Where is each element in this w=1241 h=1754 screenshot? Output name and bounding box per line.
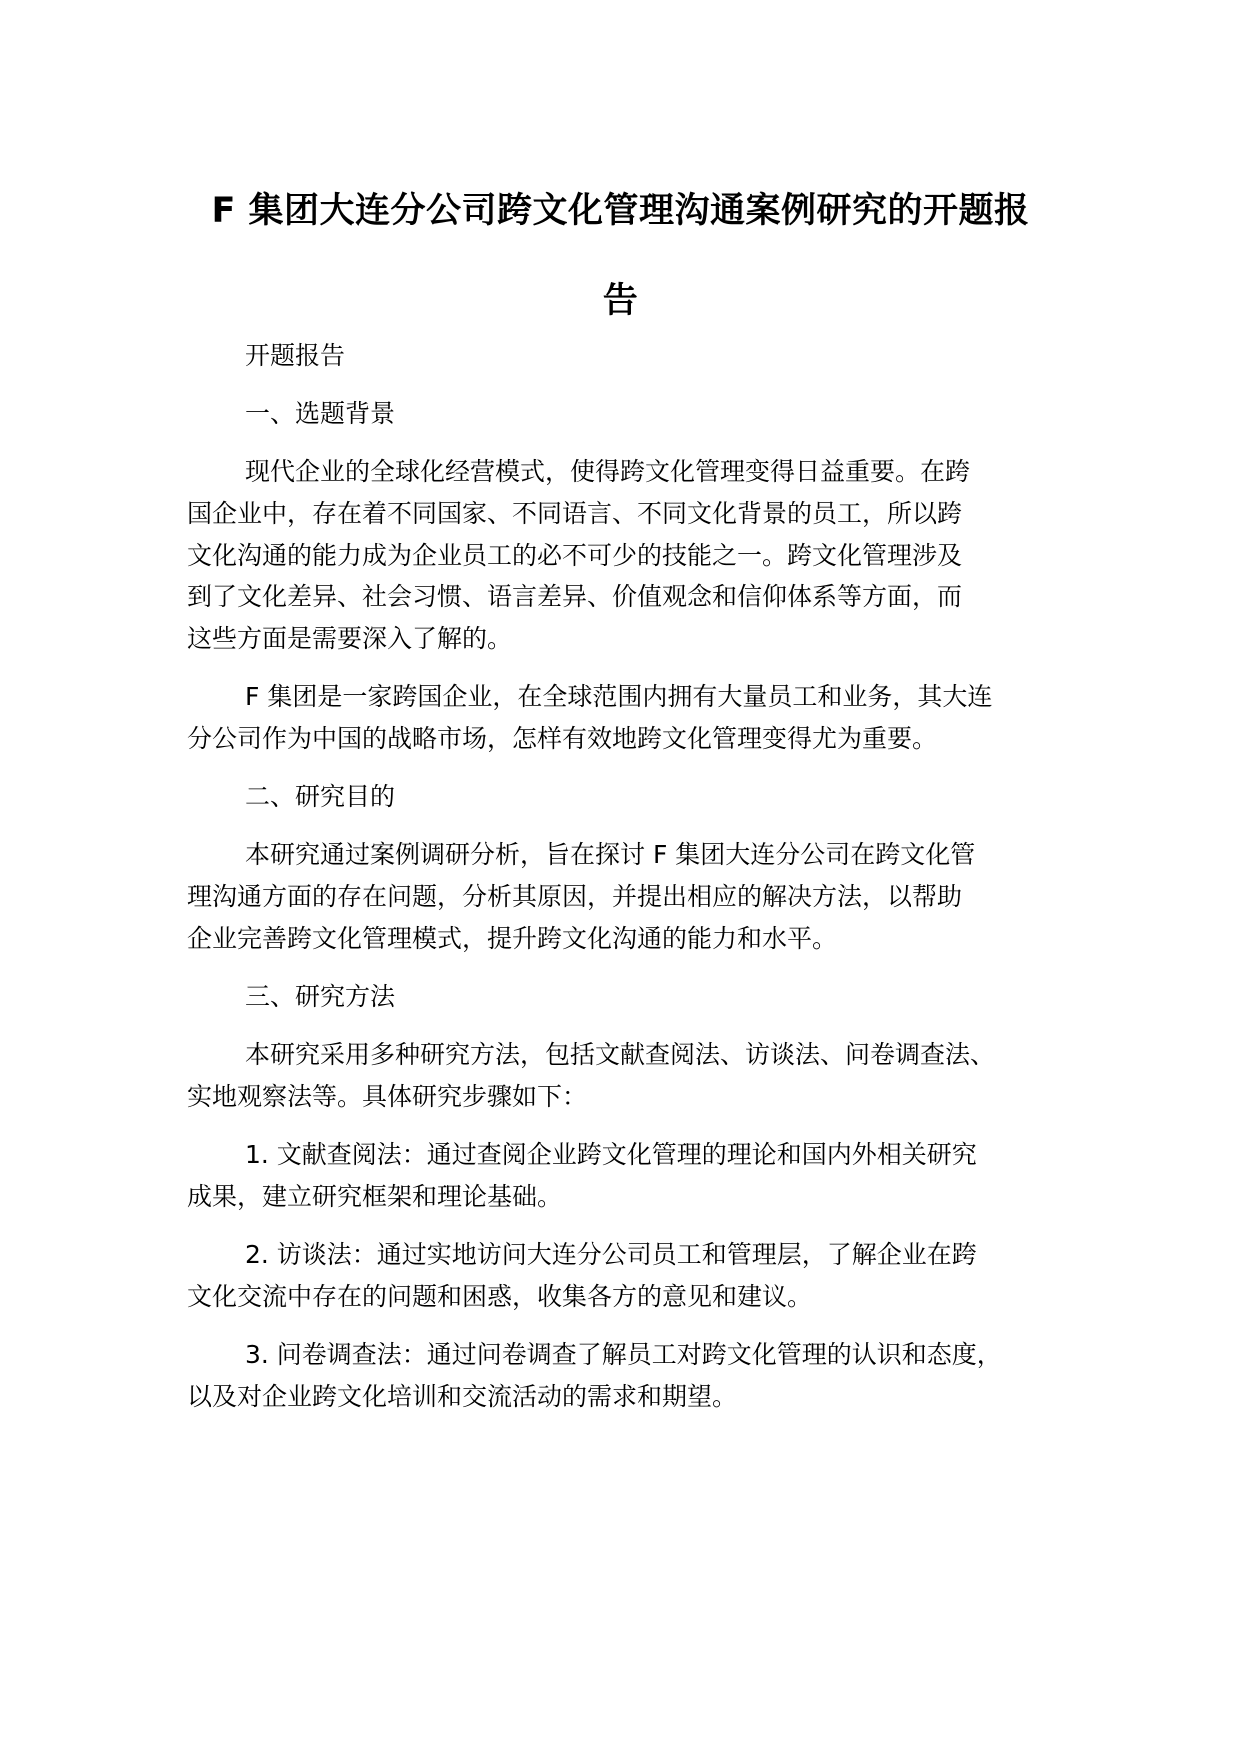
paragraph-line: 国企业中，存在着不同国家、不同语言、不同文化背景的员工，所以跨 xyxy=(187,499,963,528)
list-item-line: 1. 文献查阅法：通过查阅企业跨文化管理的理论和国内外相关研究 xyxy=(245,1140,977,1169)
heading-kaiti: 开题报告 xyxy=(245,341,346,370)
list-item-line: 以及对企业跨文化培训和交流活动的需求和期望。 xyxy=(187,1382,738,1411)
title-line-1: F 集团大连分公司跨文化管理沟通案例研究的开题报 xyxy=(211,191,1030,231)
paragraph-line: 文化沟通的能力成为企业员工的必不可少的技能之一。跨文化管理涉及 xyxy=(187,541,963,570)
title-line-2: 告 xyxy=(602,281,639,321)
list-item-line: 成果，建立研究框架和理论基础。 xyxy=(187,1182,563,1211)
paragraph-line: 企业完善跨文化管理模式，提升跨文化沟通的能力和水平。 xyxy=(187,924,838,953)
section-heading-1: 一、选题背景 xyxy=(245,399,396,428)
document-title xyxy=(185,166,1056,346)
paragraph-line: F 集团是一家跨国企业，在全球范围内拥有大量员工和业务，其大连 xyxy=(245,682,993,711)
paragraph-line: 到了文化差异、社会习惯、语言差异、价值观念和信仰体系等方面，而 xyxy=(187,582,963,611)
paragraph-line: 现代企业的全球化经营模式，使得跨文化管理变得日益重要。在跨 xyxy=(245,457,971,486)
paragraph-line: 实地观察法等。具体研究步骤如下： xyxy=(187,1082,588,1111)
list-item-line: 3. 问卷调查法：通过问卷调查了解员工对跨文化管理的认识和态度， xyxy=(245,1340,1002,1369)
paragraph-line: 本研究采用多种研究方法，包括文献查阅法、访谈法、问卷调查法、 xyxy=(245,1040,996,1069)
paragraph-line: 本研究通过案例调研分析，旨在探讨 F 集团大连分公司在跨文化管 xyxy=(245,840,976,869)
section-heading-2: 二、研究目的 xyxy=(245,782,396,811)
paragraph-line: 这些方面是需要深入了解的。 xyxy=(187,624,513,653)
list-item-line: 文化交流中存在的问题和困惑，收集各方的意见和建议。 xyxy=(187,1282,813,1311)
paragraph-line: 理沟通方面的存在问题，分析其原因，并提出相应的解决方法，以帮助 xyxy=(187,882,963,911)
paragraph-line: 分公司作为中国的战略市场，怎样有效地跨文化管理变得尤为重要。 xyxy=(187,724,938,753)
section-heading-3: 三、研究方法 xyxy=(245,982,396,1011)
list-item-line: 2. 访谈法：通过实地访问大连分公司员工和管理层，了解企业在跨 xyxy=(245,1240,977,1269)
